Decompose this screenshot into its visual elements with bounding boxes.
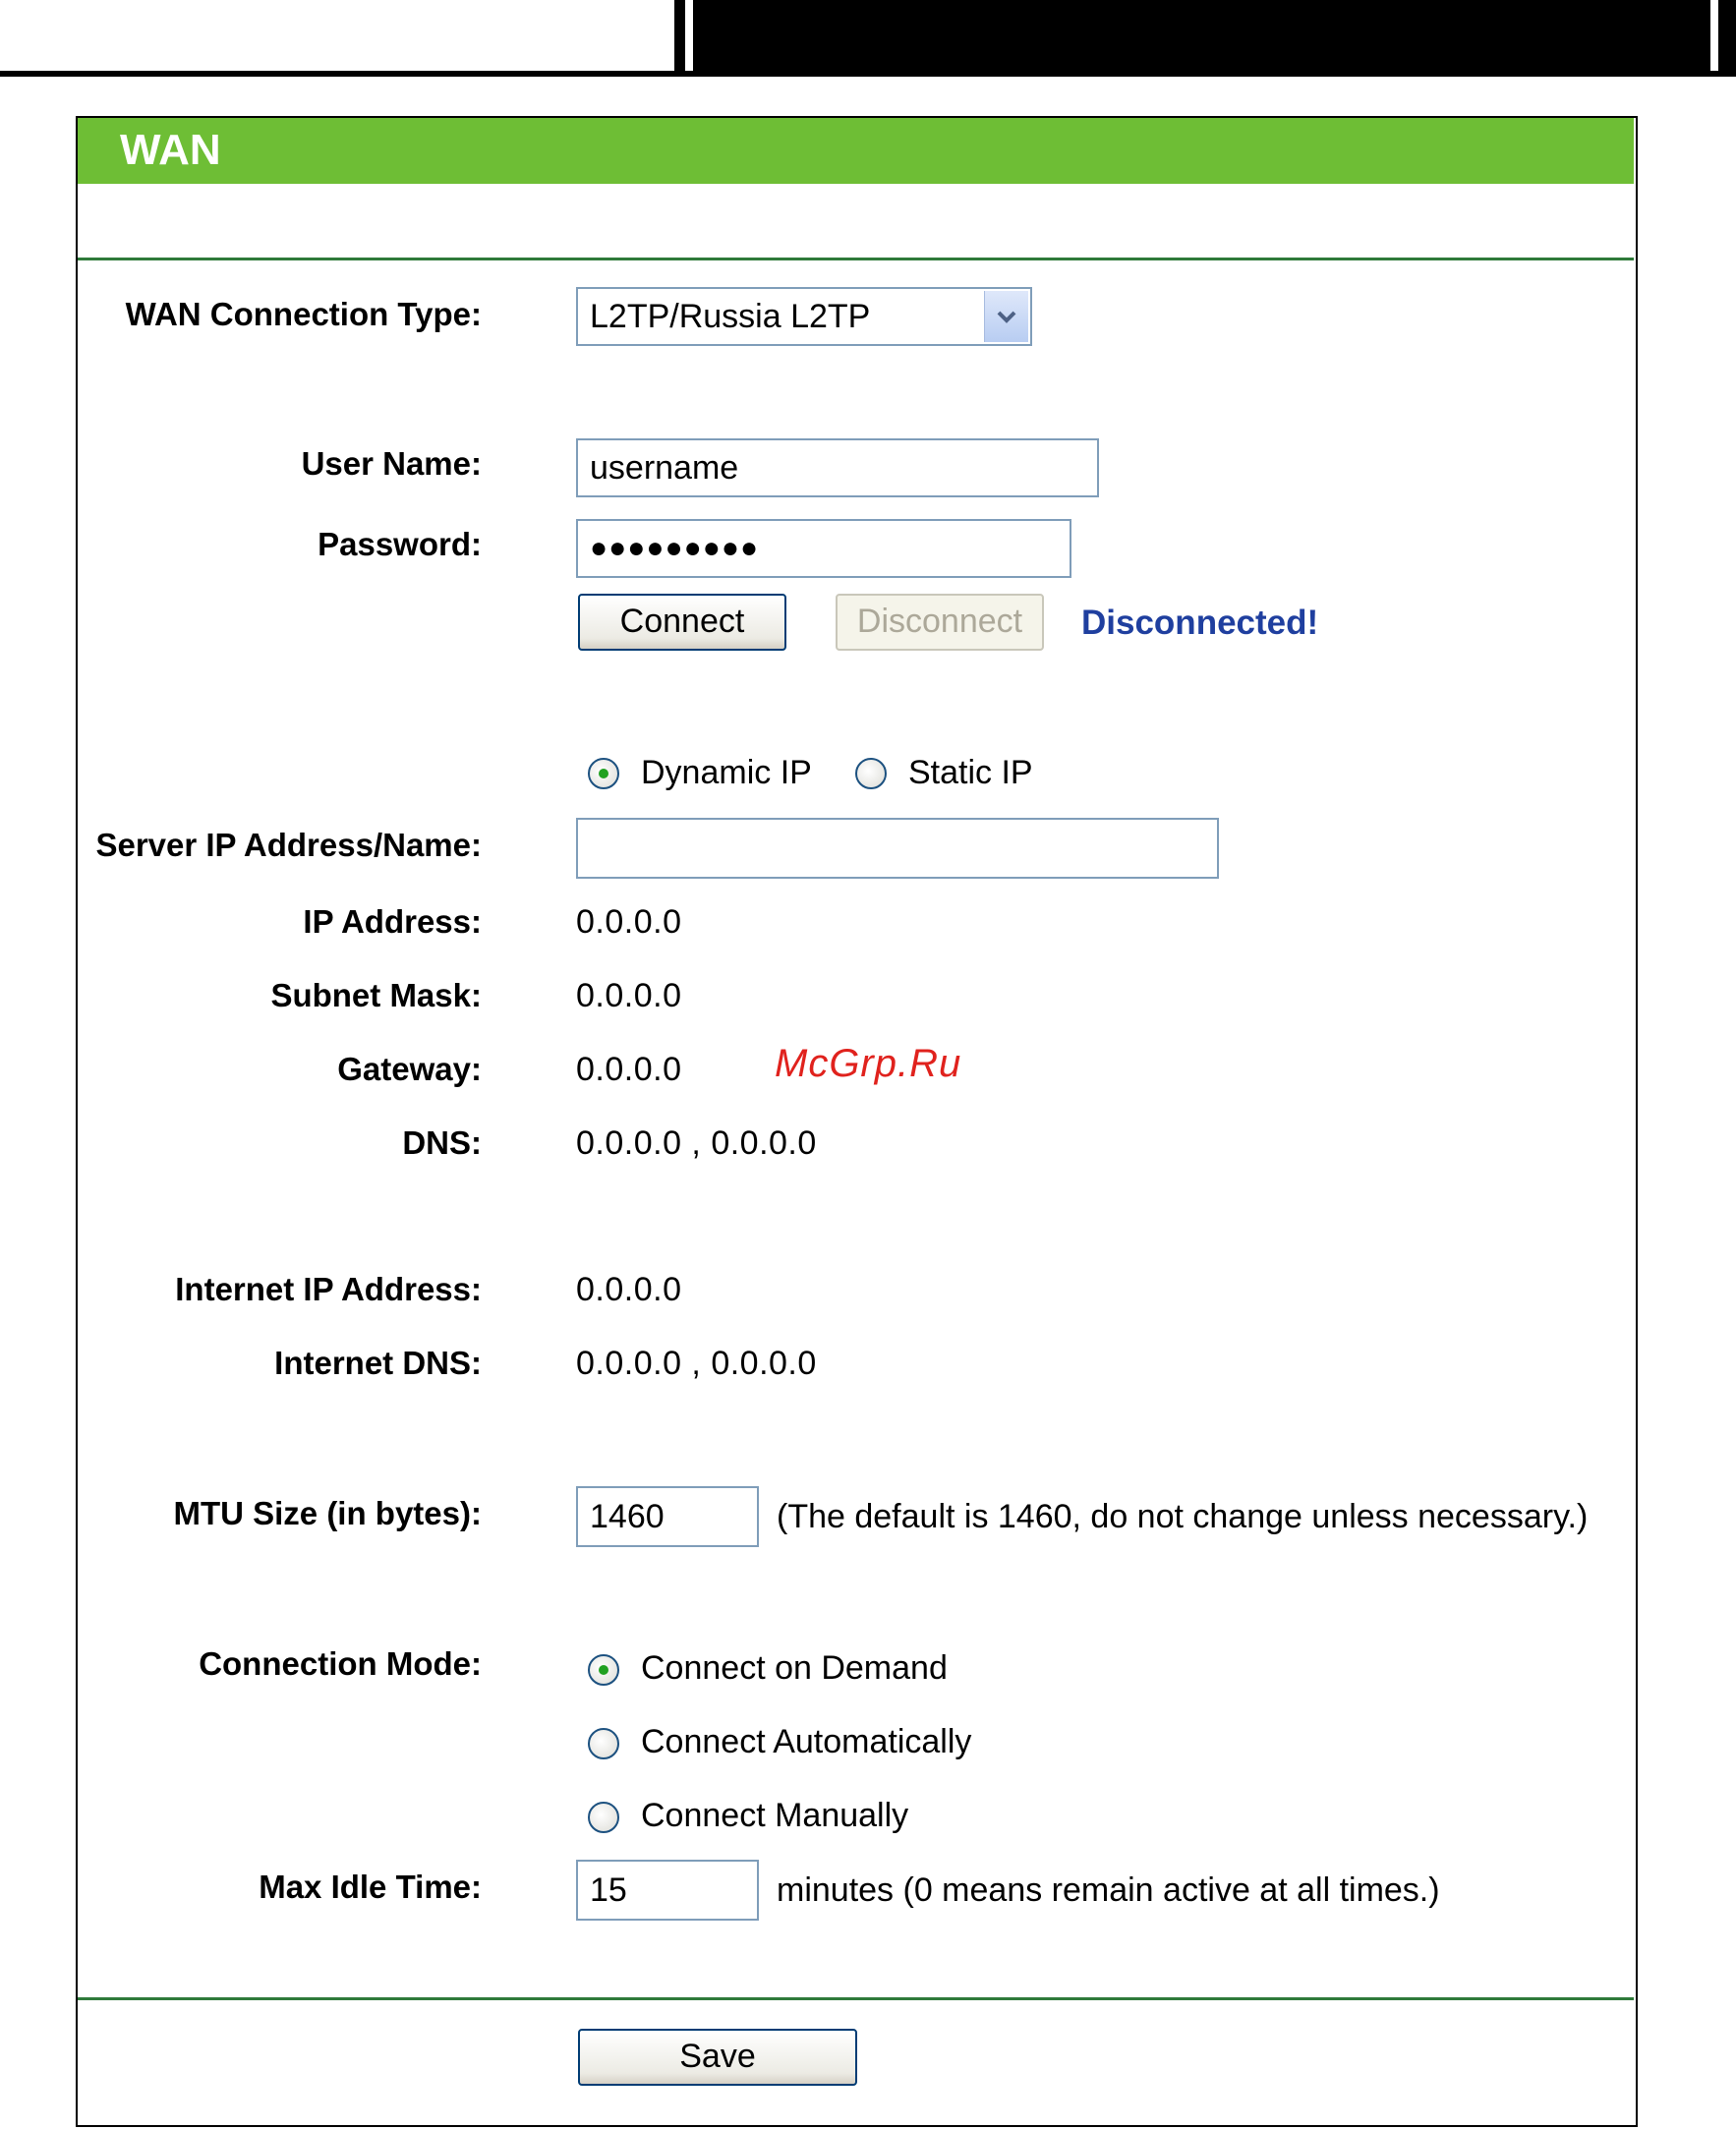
static-ip-label[interactable]: Static IP — [908, 754, 1033, 791]
connect-automatically-radio[interactable] — [588, 1728, 619, 1759]
section-divider — [78, 258, 1634, 260]
footer-divider — [78, 1997, 1634, 2000]
connect-manually-radio[interactable] — [588, 1802, 619, 1833]
ip-address-label: IP Address: — [303, 903, 482, 940]
connection-mode-label: Connection Mode: — [199, 1645, 482, 1682]
watermark: McGrp.Ru — [775, 1042, 962, 1085]
connection-type-select[interactable] — [576, 287, 1032, 346]
max-idle-time-input[interactable] — [576, 1860, 759, 1921]
dynamic-ip-radio[interactable] — [588, 758, 619, 789]
mtu-label: MTU Size (in bytes): — [173, 1495, 482, 1531]
ip-address-value: 0.0.0.0 — [576, 903, 682, 941]
password-label: Password: — [318, 526, 482, 562]
connect-manually-label[interactable]: Connect Manually — [641, 1797, 909, 1834]
internet-dns-value: 0.0.0.0 , 0.0.0.0 — [576, 1345, 817, 1382]
header-divider — [685, 0, 693, 71]
server-address-input[interactable] — [576, 818, 1219, 879]
dns-label: DNS: — [402, 1124, 482, 1161]
password-input[interactable]: ●●●●●●●●● — [576, 519, 1071, 578]
gateway-value: 0.0.0.0 — [576, 1051, 682, 1088]
connect-on-demand-radio[interactable] — [588, 1654, 619, 1686]
connection-status: Disconnected! — [1081, 604, 1319, 642]
dns-value: 0.0.0.0 , 0.0.0.0 — [576, 1124, 817, 1162]
page-title: WAN — [120, 126, 221, 174]
radio-selected-dot — [599, 769, 608, 778]
max-idle-time-label: Max Idle Time: — [259, 1869, 482, 1905]
header-dark-band — [674, 0, 1736, 77]
internet-ip-label: Internet IP Address: — [175, 1271, 482, 1307]
disconnect-button[interactable]: Disconnect — [836, 594, 1044, 651]
subnet-mask-value: 0.0.0.0 — [576, 977, 682, 1014]
connection-type-label: WAN Connection Type: — [125, 296, 482, 332]
header-underline — [0, 71, 674, 77]
chevron-down-icon[interactable] — [984, 291, 1028, 342]
max-idle-time-note: minutes (0 means remain active at all times.) — [777, 1871, 1440, 1909]
server-address-label: Server IP Address/Name: — [95, 827, 482, 863]
connection-type-value: L2TP/Russia L2TP — [590, 298, 871, 335]
internet-dns-label: Internet DNS: — [274, 1345, 482, 1381]
title-bar — [78, 118, 1634, 184]
dynamic-ip-label[interactable]: Dynamic IP — [641, 754, 812, 791]
static-ip-radio[interactable] — [855, 758, 887, 789]
user-name-input[interactable] — [576, 438, 1099, 497]
connect-button[interactable]: Connect — [578, 594, 786, 651]
subnet-mask-label: Subnet Mask: — [270, 977, 482, 1013]
user-name-label: User Name: — [301, 445, 482, 482]
mtu-note: (The default is 1460, do not change unless necessary.) — [777, 1498, 1589, 1535]
connect-on-demand-label[interactable]: Connect on Demand — [641, 1649, 948, 1687]
header-divider — [1710, 0, 1718, 71]
mtu-input[interactable] — [576, 1486, 759, 1547]
internet-ip-value: 0.0.0.0 — [576, 1271, 682, 1308]
connect-automatically-label[interactable]: Connect Automatically — [641, 1723, 972, 1760]
gateway-label: Gateway: — [337, 1051, 482, 1087]
radio-selected-dot — [599, 1665, 608, 1675]
save-button[interactable]: Save — [578, 2029, 857, 2086]
